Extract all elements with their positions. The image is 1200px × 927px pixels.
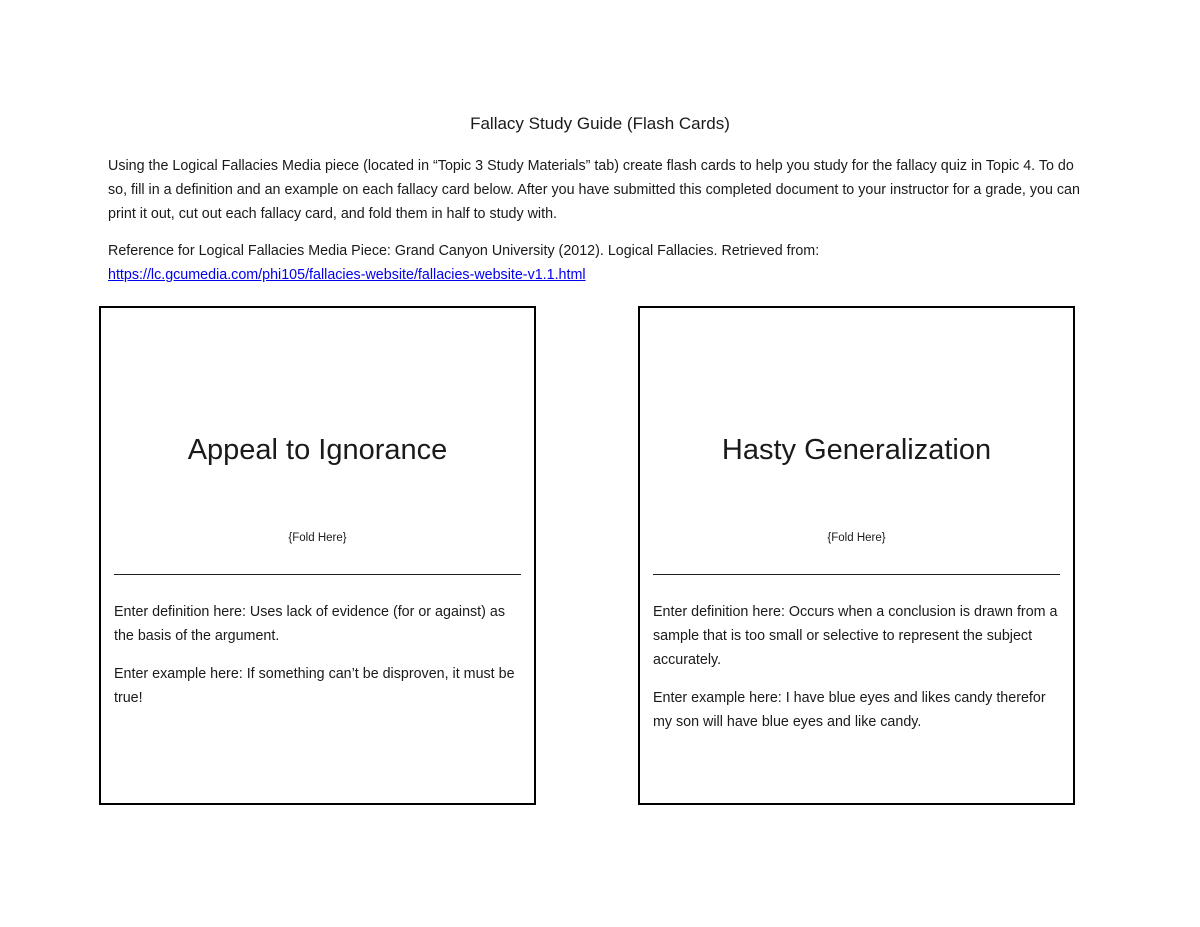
fold-label: {Fold Here} <box>827 532 886 544</box>
flash-card-appeal-to-ignorance <box>99 306 536 805</box>
reference-paragraph <box>108 239 1083 287</box>
card-title: Hasty Generalization <box>721 434 992 466</box>
card-definition: Enter definition here: Occurs when a conclusion is drawn from a sample that is too small or selective to represent the subject accurately. <box>653 604 1058 668</box>
card-body <box>653 600 1059 748</box>
fold-divider <box>114 574 521 575</box>
reference-text: Reference for Logical Fallacies Media Piece: Grand Canyon University (2012). Logical Fallacies. Retrieved from: <box>108 243 820 259</box>
intro-paragraph: Using the Logical Fallacies Media piece (located in “Topic 3 Study Materials” tab) create flash cards to help you study for the fallacy quiz in Topic 4. To do so, fill in a definition and an example on each fallacy card below. After you have submitted this completed document to your instructor for a grade, you can print it out, cut out each fallacy card, and fold them in half to study with. <box>108 158 1080 222</box>
card-title: Appeal to Ignorance <box>187 434 448 466</box>
fold-divider <box>653 574 1060 575</box>
card-body <box>114 600 520 724</box>
card-example: Enter example here: If something can’t be disproven, it must be true! <box>114 666 515 706</box>
flash-card-hasty-generalization <box>638 306 1075 805</box>
card-example: Enter example here: I have blue eyes and likes candy therefor my son will have blue eyes and like candy. <box>653 690 1046 730</box>
reference-link[interactable]: https://lc.gcumedia.com/phi105/fallacies-website/fallacies-website-v1.1.html <box>108 267 586 283</box>
fold-label: {Fold Here} <box>288 532 347 544</box>
card-definition: Enter definition here: Uses lack of evidence (for or against) as the basis of the argument. <box>114 604 505 644</box>
page-title: Fallacy Study Guide (Flash Cards) <box>470 114 730 133</box>
